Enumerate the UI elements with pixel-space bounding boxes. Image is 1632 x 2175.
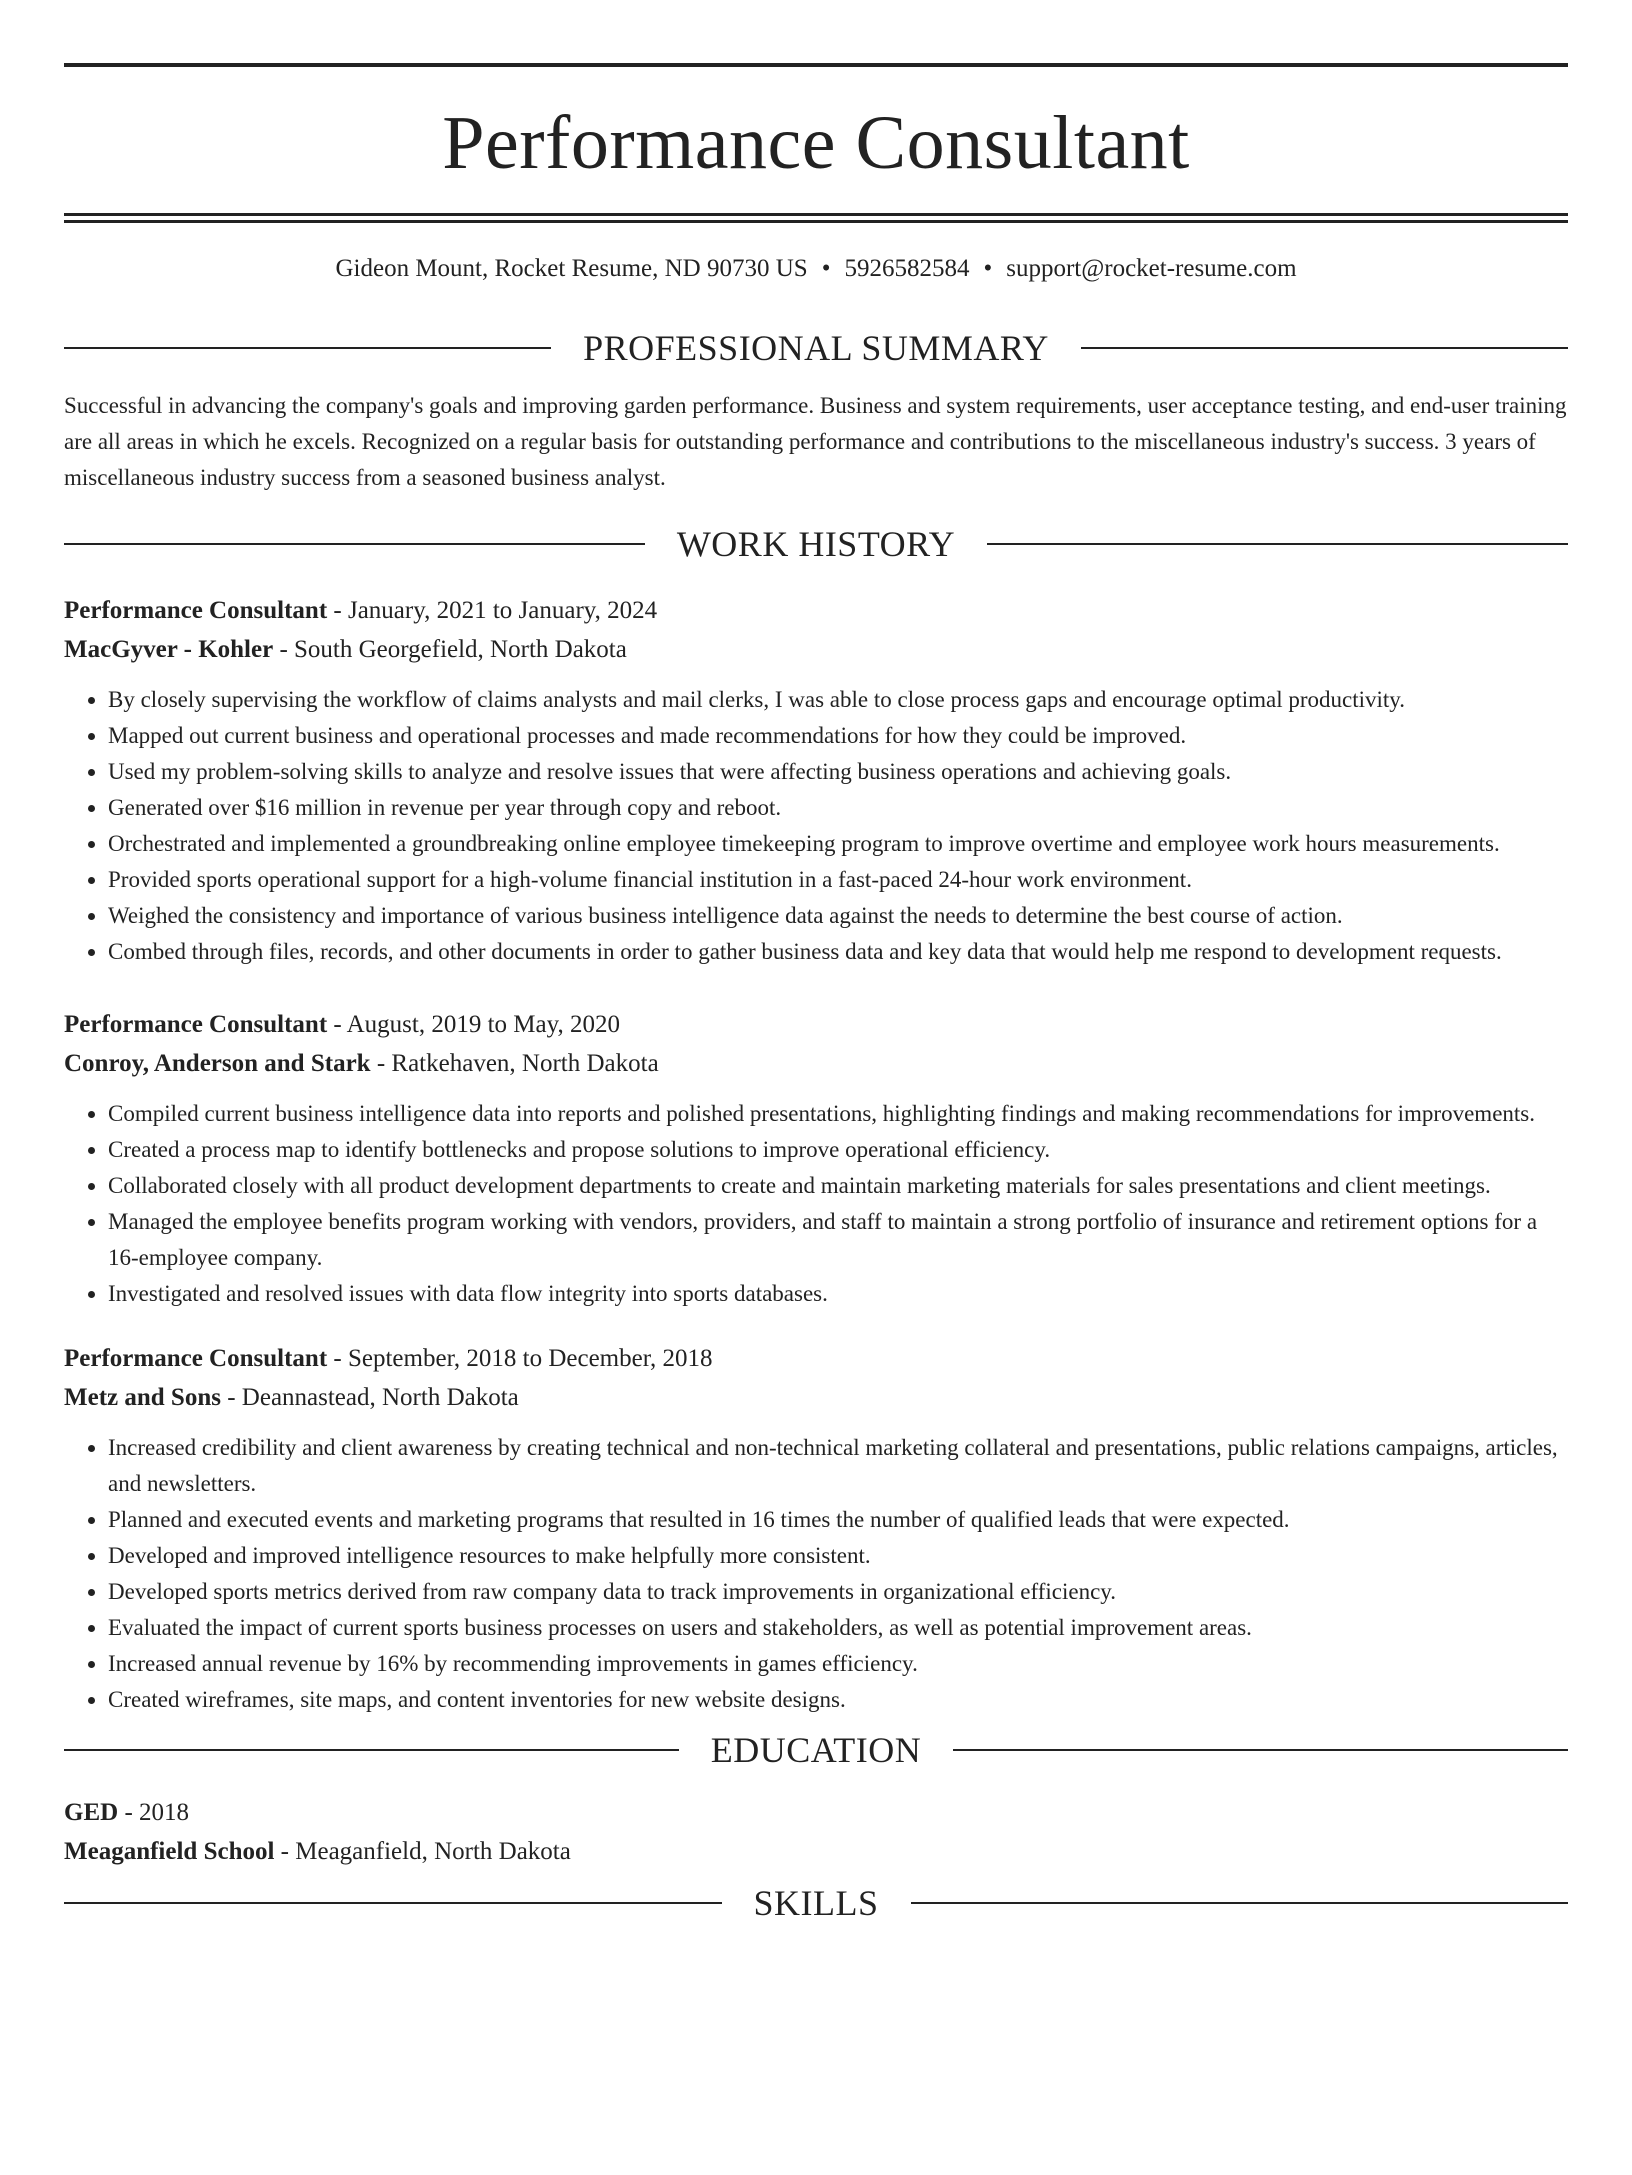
list-item: • Collaborated closely with all product development departments to create and maintain marketing materials for sales presentations and client meetings.: [108, 1168, 1568, 1204]
degree: GED: [64, 1799, 119, 1826]
job-bullets: [64, 682, 1568, 970]
job-company-line: [64, 630, 1568, 669]
section-title: PROFESSIONAL SUMMARY: [583, 328, 1049, 368]
job-title: Performance Consultant: [64, 597, 328, 624]
school-name: Meaganfield School: [64, 1838, 275, 1865]
job-entry: [64, 1339, 1568, 1718]
job-company-line: [64, 1044, 1568, 1083]
list-item: • Increased annual revenue by 16% by recommending improvements in games efficiency.: [108, 1646, 1568, 1682]
job-bullets: [64, 1096, 1568, 1312]
section-heading-work-history: [64, 524, 1568, 564]
contact-separator: •: [983, 255, 993, 282]
heading-rule-right: [953, 1749, 1568, 1751]
list-item: • Compiled current business intelligence data into reports and polished presentations, highlighting findings and making recommendations for improvements.: [108, 1096, 1568, 1132]
list-item: • Combed through files, records, and other documents in order to gather business data and key data that would help me respond to development requests.: [108, 934, 1568, 970]
list-item: • Generated over $16 million in revenue per year through copy and reboot.: [108, 790, 1568, 826]
section-heading-summary: [64, 328, 1568, 368]
list-item: • Used my problem-solving skills to analyze and resolve issues that were affecting business operations and achieving goals.: [108, 754, 1568, 790]
job-dates: - August, 2019 to May, 2020: [327, 1011, 620, 1038]
job-company: MacGyver - Kohler: [64, 636, 274, 663]
heading-rule-right: [911, 1902, 1569, 1904]
job-dates: - September, 2018 to December, 2018: [327, 1345, 713, 1372]
job-company: Conroy, Anderson and Stark: [64, 1050, 371, 1077]
list-item: • Developed sports metrics derived from raw company data to track improvements in organizational efficiency.: [108, 1574, 1568, 1610]
degree-year: - 2018: [118, 1799, 190, 1826]
job-entry: [64, 1005, 1568, 1312]
list-item: • Orchestrated and implemented a groundbreaking online employee timekeeping program to improve overtime and employee work hours measurements.: [108, 826, 1568, 862]
job-location: - Deannastead, North Dakota: [220, 1384, 519, 1411]
job-title: Performance Consultant: [64, 1345, 328, 1372]
job-company: Metz and Sons: [64, 1384, 221, 1411]
job-dates: - January, 2021 to January, 2024: [327, 597, 658, 624]
heading-rule-left: [64, 543, 645, 545]
list-item: • By closely supervising the workflow of claims analysts and mail clerks, I was able to close process gaps and encourage optimal productivity.: [108, 682, 1568, 718]
job-company-line: [64, 1378, 1568, 1417]
section-heading-skills: [64, 1883, 1568, 1923]
resume-page: [0, 63, 1632, 2175]
summary-text: Successful in advancing the company's goals and improving garden performance. Business and system requirements, user acceptance testing, and end-user training are all areas in which he excels. Recognized on a regular basis for outstanding performance and contributions to the miscellaneous industry's success. 3 years of miscellaneous industry success from a seasoned business analyst.: [64, 393, 1567, 490]
job-title-line: [64, 591, 1568, 630]
list-item: • Weighed the consistency and importance of various business intelligence data against the needs to determine the best course of action.: [108, 898, 1568, 934]
section-heading-education: [64, 1730, 1568, 1770]
list-item: • Managed the employee benefits program working with vendors, providers, and staff to maintain a strong portfolio of insurance and retirement options for a 16-employee company.: [108, 1204, 1568, 1276]
title-double-rule: [64, 213, 1568, 223]
job-bullets: [64, 1430, 1568, 1718]
section-title: EDUCATION: [710, 1730, 922, 1770]
job-entry: [64, 591, 1568, 970]
section-title: WORK HISTORY: [676, 524, 956, 564]
list-item: • Increased credibility and client awareness by creating technical and non-technical marketing collateral and presentations, public relations campaigns, articles, and newsletters.: [108, 1430, 1568, 1502]
school-line: [64, 1832, 1568, 1871]
page-title: Performance Consultant: [442, 101, 1190, 185]
education-entry: [64, 1793, 1568, 1871]
list-item: • Mapped out current business and operational processes and made recommendations for how they could be improved.: [108, 718, 1568, 754]
list-item: • Created a process map to identify bottlenecks and propose solutions to improve operational efficiency.: [108, 1132, 1568, 1168]
job-title: Performance Consultant: [64, 1011, 328, 1038]
heading-rule-right: [1081, 347, 1568, 349]
list-item: • Provided sports operational support for a high-volume financial institution in a fast-paced 24-hour work environment.: [108, 862, 1568, 898]
list-item: • Investigated and resolved issues with data flow integrity into sports databases.: [108, 1276, 1568, 1312]
contact-email: support@rocket-resume.com: [1006, 255, 1297, 282]
contact-phone: 5926582584: [844, 255, 970, 282]
school-location: - Meaganfield, North Dakota: [274, 1838, 571, 1865]
section-title: SKILLS: [753, 1883, 879, 1923]
degree-line: [64, 1793, 1568, 1832]
heading-rule-left: [64, 347, 551, 349]
list-item: • Developed and improved intelligence resources to make helpfully more consistent.: [108, 1538, 1568, 1574]
job-location: - South Georgefield, North Dakota: [273, 636, 627, 663]
contact-address: Gideon Mount, Rocket Resume, ND 90730 US: [335, 255, 808, 282]
contact-line: [64, 254, 1568, 284]
job-title-line: [64, 1005, 1568, 1044]
heading-rule-left: [64, 1749, 679, 1751]
top-rule: [64, 63, 1568, 67]
contact-separator: •: [821, 255, 831, 282]
list-item: • Evaluated the impact of current sports business processes on users and stakeholders, as well as potential improvement areas.: [108, 1610, 1568, 1646]
list-item: • Created wireframes, site maps, and content inventories for new website designs.: [108, 1682, 1568, 1718]
heading-rule-right: [987, 543, 1568, 545]
heading-rule-left: [64, 1902, 722, 1904]
job-title-line: [64, 1339, 1568, 1378]
job-location: - Ratkehaven, North Dakota: [370, 1050, 659, 1077]
list-item: • Planned and executed events and marketing programs that resulted in 16 times the number of qualified leads that were expected.: [108, 1502, 1568, 1538]
